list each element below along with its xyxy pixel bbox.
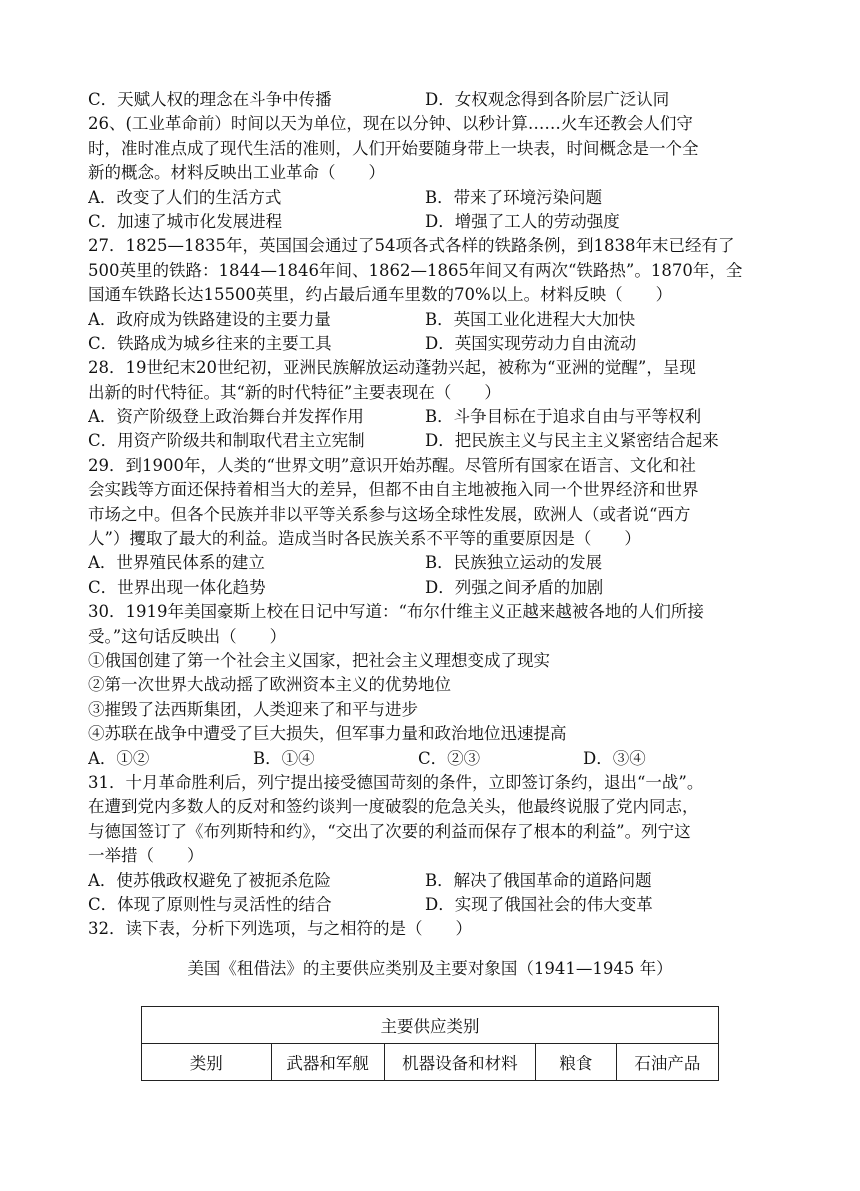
text-line: 与德国签订了《布列斯特和约》，“交出了次要的利益而保存了根本的利益”。列宁这: [88, 821, 691, 841]
text-line: 500英里的铁路：1844—1846年间、1862—1865年间又有两次“铁路热”。1870年，全: [88, 260, 743, 280]
table-cell: 类别: [142, 1044, 272, 1081]
answer-option: B．带来了环境污染问题: [425, 187, 603, 207]
answer-options-row: [88, 88, 778, 112]
answer-option: C．天赋人权的理念在斗争中传播: [88, 90, 332, 109]
answer-option: B．英国工业化进程大大加快: [425, 309, 636, 329]
text-line: ③摧毁了法西斯集团，人类迎来了和平与进步: [88, 699, 418, 719]
answer-option: D．增强了工人的劳动强度: [425, 211, 620, 231]
text-line: 时，准时准点成了现代生活的准则，人们开始要随身带上一块表，时间概念是一个全: [88, 138, 699, 158]
text-line: 31．十月革命胜利后，列宁提出接受德国苛刻的条件，立即签订条约，退出“一战”。: [88, 772, 704, 792]
answer-options-row: [88, 405, 778, 429]
answer-option: C．体现了原则性与灵活性的结合: [88, 894, 332, 914]
lend-lease-table: [141, 1006, 719, 1081]
answer-options-row: [88, 332, 778, 356]
text-line: 27．1825—1835年，英国国会通过了54项各式各样的铁路条例，到1838年末已经有了: [88, 236, 735, 256]
answer-option: C．世界出现一体化趋势: [88, 577, 266, 597]
table-header-row: [142, 1007, 719, 1044]
answer-option: D．列强之间矛盾的加剧: [425, 577, 604, 597]
table-cell: 粮食: [536, 1044, 617, 1081]
question-text-column: [88, 88, 778, 942]
answer-option: B．①④: [253, 748, 315, 768]
answer-option: B．斗争目标在于追求自由与平等权利: [425, 407, 702, 427]
text-line: 人”）攫取了最大的利益。造成当时各民族关系不平等的重要原因是（ ）: [88, 529, 641, 549]
text-line: 在遭到党内多数人的反对和签约谈判一度破裂的危急关头，他最终说服了党内同志，: [88, 797, 699, 817]
answer-option: A．①②: [88, 748, 150, 768]
text-line: ④苏联在战争中遭受了巨大损失，但军事力量和政治地位迅速提高: [88, 724, 567, 744]
text-line: 国通车铁路长达15500英里，约占最后通车里数的70%以上。材料反映（ ）: [88, 285, 673, 305]
answer-options-row: [88, 551, 778, 575]
table-header-cell: 主要供应类别: [142, 1007, 719, 1044]
table-cell: 石油产品: [616, 1044, 718, 1081]
text-line: 32．读下表，分析下列选项，与之相符的是（ ）: [88, 919, 472, 939]
answer-options-row: [88, 308, 778, 332]
answer-option: D．英国实现劳动力自由流动: [425, 333, 637, 353]
answer-option: B．民族独立运动的发展: [425, 553, 603, 573]
answer-option: A．世界殖民体系的建立: [88, 553, 265, 573]
table-cell: 机器设备和材料: [384, 1044, 535, 1081]
table-caption: 美国《租借法》的主要供应类别及主要对象国（1941—1945 年）: [187, 959, 673, 978]
answer-option: D．把民族主义与民主主义紧密结合起来: [425, 431, 719, 451]
text-line: 26、(工业革命前）时间以天为单位，现在以分钟、以秒计算……火车还教会人们守: [88, 114, 693, 134]
answer-option: C．铁路成为城乡往来的主要工具: [88, 333, 332, 353]
text-line: 29．到1900年，人类的“世界文明”意识开始苏醒。尽管所有国家在语言、文化和社: [88, 455, 696, 475]
answer-option: A．使苏俄政权避免了被扼杀危险: [88, 870, 331, 890]
text-line: ①俄国创建了第一个社会主义国家，把社会主义理想变成了现实: [88, 650, 550, 670]
text-line: 新的概念。材料反映出工业革命（ ）: [88, 163, 385, 183]
answer-option: A．政府成为铁路建设的主要力量: [88, 309, 331, 329]
answer-options-row: [88, 186, 778, 210]
answer-option: D．③④: [583, 748, 646, 768]
answer-options-row: [88, 869, 778, 893]
answer-option: C．加速了城市化发展进程: [88, 211, 283, 231]
text-line: 受。”这句话反映出（ ）: [88, 626, 287, 646]
text-line: 30．1919年美国豪斯上校在日记中写道：“布尔什维主义正越来越被各地的人们所接: [88, 602, 704, 622]
text-line: ②第一次世界大战动摇了欧洲资本主义的优势地位: [88, 675, 451, 695]
answer-options-row: [88, 210, 778, 234]
answer-options-row: [88, 429, 778, 453]
text-line: 一举措（ ）: [88, 846, 204, 866]
text-line: 会实践等方面还保持着相当大的差异，但都不由自主地被拖入同一个世界经济和世界: [88, 480, 699, 500]
answer-options-row: [88, 747, 778, 771]
answer-options-row: [88, 893, 778, 917]
answer-option: D．女权观念得到各阶层广泛认同: [425, 90, 670, 109]
answer-option: C．②③: [418, 748, 481, 768]
answer-option: B．解决了俄国革命的道路问题: [425, 870, 652, 890]
text-line: 市场之中。但各个民族并非以平等关系参与这场全球性发展，欧洲人（或者说“西方: [88, 504, 691, 524]
answer-option: C．用资产阶级共和制取代君主立宪制: [88, 431, 365, 451]
text-line: 出新的时代特征。其“新的时代特征”主要表现在（ ）: [88, 382, 501, 402]
answer-options-row: [88, 576, 778, 600]
answer-option: A．资产阶级登上政治舞台并发挥作用: [88, 407, 364, 427]
table-row: [142, 1044, 719, 1081]
text-line: 28．19世纪末20世纪初，亚洲民族解放运动蓬勃兴起，被称为“亚洲的觉醒”，呈现: [88, 358, 696, 378]
table-cell: 武器和军舰: [271, 1044, 384, 1081]
answer-option: D．实现了俄国社会的伟大变革: [425, 894, 653, 914]
answer-option: A．改变了人们的生活方式: [88, 187, 282, 207]
